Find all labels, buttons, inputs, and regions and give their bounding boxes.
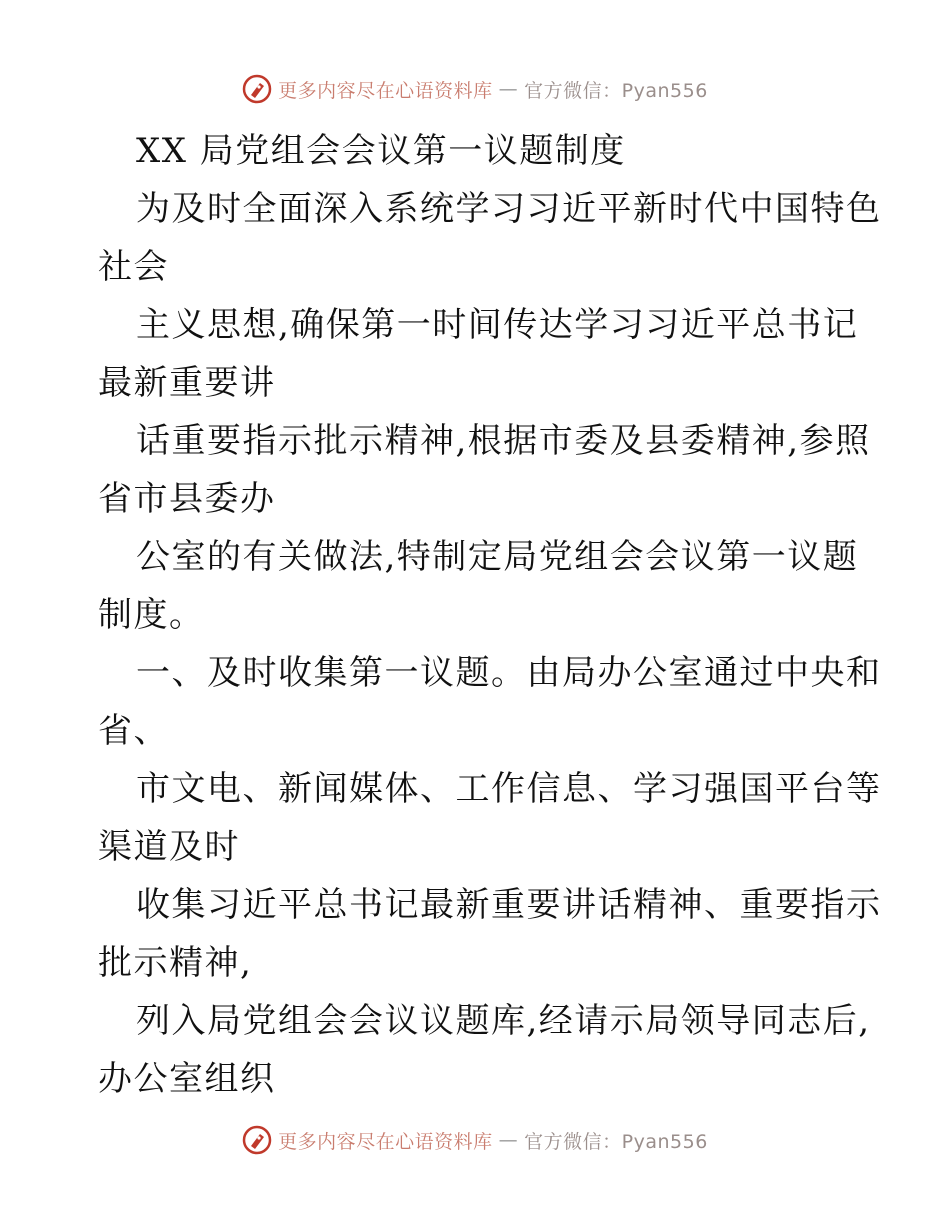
document-body xyxy=(98,122,882,1108)
footer-watermark xyxy=(0,1125,950,1155)
paragraph-line: 省市县委办 xyxy=(98,479,276,519)
watermark-main-text: 更多内容尽在心语资料库 xyxy=(278,1130,493,1153)
section-heading-line: 一、及时收集第一议题。由局办公室通过中央和 xyxy=(136,653,882,693)
pen-nib-logo-icon xyxy=(242,1125,272,1155)
paragraph-line: 省、 xyxy=(98,711,169,751)
paragraph-line: 渠道及时 xyxy=(98,827,240,867)
watermark-wechat-text: 官方微信：Pyan556 xyxy=(524,79,708,102)
paragraph-line: 话重要指示批示精神,根据市委及县委精神,参照 xyxy=(136,421,871,461)
document-title: XX 局党组会会议第一议题制度 xyxy=(136,131,626,171)
paragraph-line: 办公室组织 xyxy=(98,1059,276,1099)
paragraph-line: 市文电、新闻媒体、工作信息、学习强国平台等 xyxy=(136,769,882,809)
paragraph-line: 制度。 xyxy=(98,595,205,635)
watermark-separator: — xyxy=(498,78,519,100)
watermark-main-text: 更多内容尽在心语资料库 xyxy=(278,79,493,102)
watermark-separator: — xyxy=(498,1129,519,1151)
paragraph-line: 最新重要讲 xyxy=(98,363,276,403)
paragraph-line: 为及时全面深入系统学习习近平新时代中国特色 xyxy=(136,189,882,229)
pen-nib-logo-icon xyxy=(242,74,272,104)
watermark-wechat-text: 官方微信：Pyan556 xyxy=(524,1130,708,1153)
header-watermark xyxy=(0,74,950,104)
paragraph-line: 批示精神, xyxy=(98,943,253,983)
paragraph-line: 主义思想,确保第一时间传达学习习近平总书记 xyxy=(136,305,859,345)
paragraph-line: 公室的有关做法,特制定局党组会会议第一议题 xyxy=(136,537,859,577)
paragraph-line: 社会 xyxy=(98,247,169,287)
paragraph-line: 收集习近平总书记最新重要讲话精神、重要指示 xyxy=(136,885,882,925)
paragraph-line: 列入局党组会会议议题库,经请示局领导同志后, xyxy=(136,1001,871,1041)
